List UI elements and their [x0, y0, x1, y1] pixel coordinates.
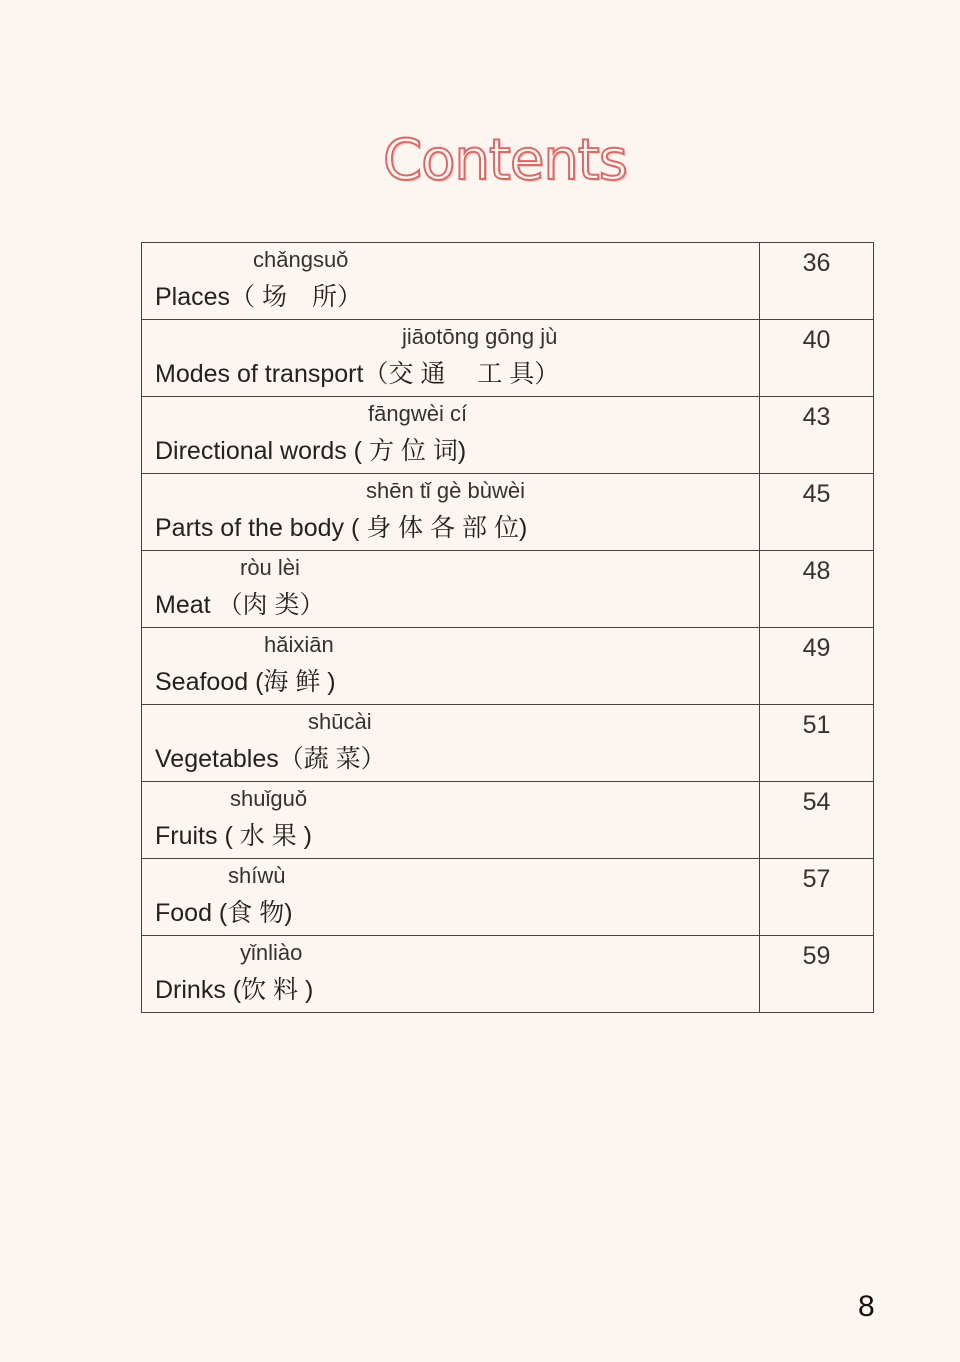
page-ref: 59 — [802, 942, 831, 970]
table-row[interactable] — [142, 551, 874, 628]
contents-table — [141, 242, 874, 1013]
pinyin-text: fāngwèi cí — [368, 401, 468, 426]
page-ref: 57 — [802, 865, 831, 893]
pinyin-text: chǎngsuǒ — [253, 247, 349, 272]
topic-cell — [142, 782, 760, 859]
topic-label: Meat （肉 类） — [155, 591, 325, 619]
table-row[interactable] — [142, 936, 874, 1013]
page-number: 8 — [858, 1290, 875, 1323]
topic-cell — [142, 397, 760, 474]
page-ref: 45 — [802, 480, 831, 508]
page-ref: 36 — [802, 249, 831, 277]
topic-cell — [142, 474, 760, 551]
topic-label: Fruits ( 水 果 ) — [155, 822, 312, 850]
pinyin-text: shūcài — [308, 709, 372, 734]
page-cell — [760, 705, 874, 782]
table-row[interactable] — [142, 243, 874, 320]
topic-label: Drinks (饮 料 ) — [155, 976, 314, 1004]
page-ref: 48 — [802, 557, 831, 585]
page-cell — [760, 782, 874, 859]
topic-cell — [142, 628, 760, 705]
page-ref: 40 — [802, 326, 831, 354]
page-cell — [760, 936, 874, 1013]
topic-cell — [142, 859, 760, 936]
pinyin-text: ròu lèi — [240, 555, 300, 580]
table-row[interactable] — [142, 705, 874, 782]
pinyin-text: shíwù — [228, 863, 286, 888]
page-cell — [760, 859, 874, 936]
table-row[interactable] — [142, 474, 874, 551]
pinyin-text: shēn tǐ gè bùwèi — [366, 478, 525, 503]
topic-cell — [142, 705, 760, 782]
topic-label: Directional words ( 方 位 词) — [155, 437, 467, 465]
page-ref: 54 — [802, 788, 831, 816]
topic-label: Vegetables（蔬 菜） — [155, 745, 386, 773]
topic-label: Parts of the body ( 身 体 各 部 位) — [155, 514, 528, 542]
page-cell — [760, 474, 874, 551]
table-row[interactable] — [142, 320, 874, 397]
page-ref: 43 — [802, 403, 831, 431]
topic-cell — [142, 320, 760, 397]
table-row[interactable] — [142, 397, 874, 474]
topic-label: Seafood (海 鲜 ) — [155, 668, 336, 696]
page-cell — [760, 628, 874, 705]
page-cell — [760, 320, 874, 397]
pinyin-text: hǎixiān — [264, 632, 334, 657]
page-cell — [760, 551, 874, 628]
topic-label: Places（ 场 所） — [155, 283, 362, 311]
topic-label: Food (食 物) — [155, 899, 293, 927]
page-ref: 51 — [802, 711, 831, 739]
page-cell — [760, 243, 874, 320]
topic-cell — [142, 243, 760, 320]
pinyin-text: jiāotōng gōng jù — [402, 324, 558, 349]
page-title: Contents — [383, 128, 627, 193]
table-row[interactable] — [142, 628, 874, 705]
topic-cell — [142, 936, 760, 1013]
table-row[interactable] — [142, 782, 874, 859]
pinyin-text: shuǐguǒ — [230, 786, 308, 811]
table-row[interactable] — [142, 859, 874, 936]
pinyin-text: yǐnliào — [240, 940, 303, 965]
topic-label: Modes of transport（交 通 工 具） — [155, 360, 560, 388]
page-cell — [760, 397, 874, 474]
page-ref: 49 — [802, 634, 831, 662]
topic-cell — [142, 551, 760, 628]
